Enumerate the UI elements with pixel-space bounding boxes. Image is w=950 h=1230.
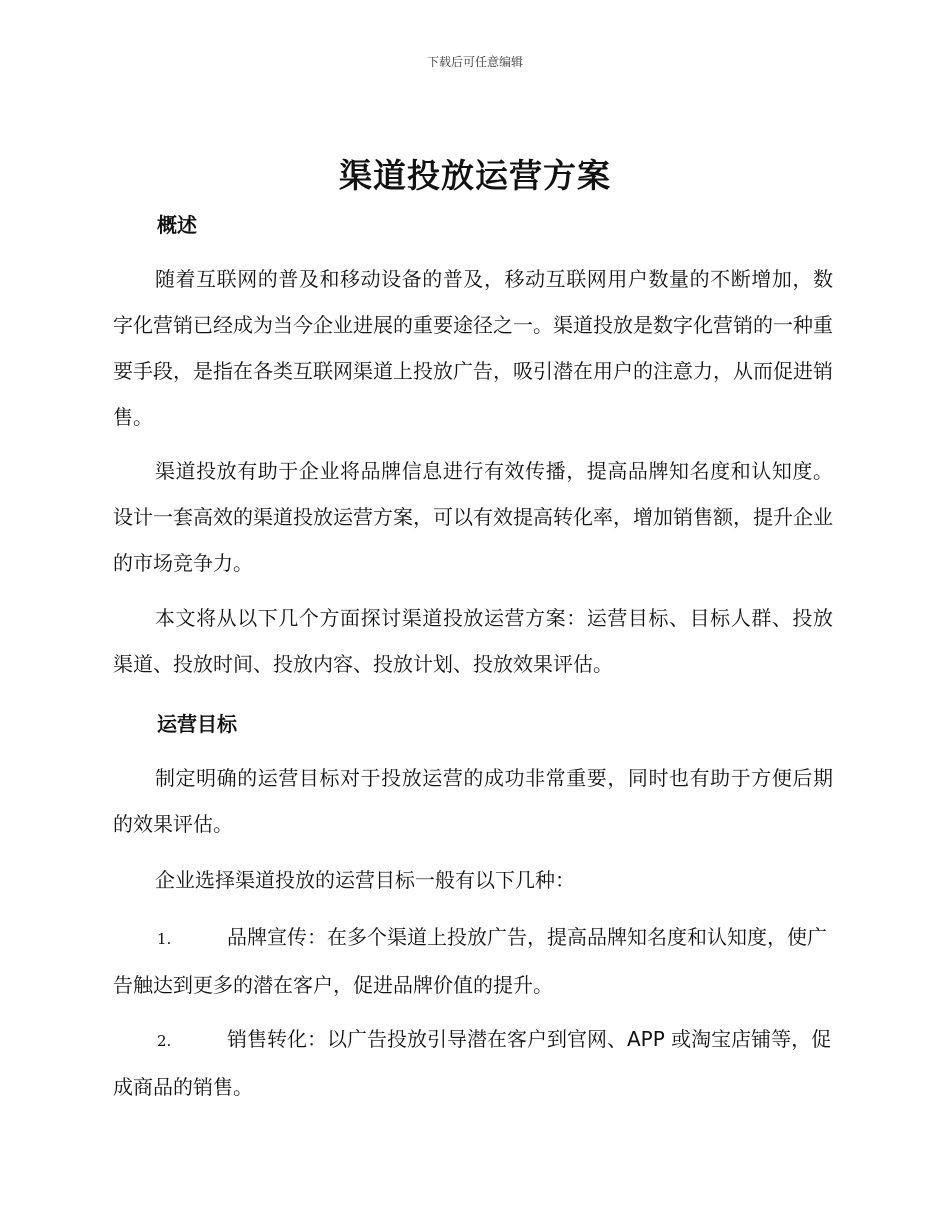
paragraph: 随着互联网的普及和移动设备的普及，移动互联网用户数量的不断增加，数字化营销已经成为当今企业进展的重要途径之一。渠道投放是数字化营销的一种重要手段，是指在各类互联网渠道上投放广告，吸引潜在用户的注意力，从而促进销售。 — [113, 267, 833, 429]
paragraph: 本文将从以下几个方面探讨渠道投放运营方案：运营目标、目标人群、投放渠道、投放时间、投放内容、投放计划、投放效果评估。 — [113, 606, 833, 676]
list-item — [113, 914, 833, 1008]
document-title: 渠道投放运营方案 — [339, 156, 611, 195]
header-note: 下载后可任意编辑 — [426, 55, 523, 69]
list-item — [113, 1016, 833, 1110]
list-number: 2. — [157, 1032, 172, 1050]
paragraph: 制定明确的运营目标对于投放运营的成功非常重要，同时也有助于方便后期的效果评估。 — [113, 766, 833, 836]
section-heading-goals: 运营目标 — [157, 712, 237, 736]
paragraph: 渠道投放有助于企业将品牌信息进行有效传播，提高品牌知名度和认知度。设计一套高效的渠道投放运营方案，可以有效提高转化率，增加销售额，提升企业的市场竞争力。 — [113, 459, 833, 575]
section-heading-overview: 概述 — [157, 213, 197, 237]
list-text: 品牌宣传：在多个渠道上投放广告，提高品牌知名度和认知度，使广告触达到更多的潜在客户，促进品牌价值的提升。 — [113, 925, 827, 997]
list-text: 销售转化：以广告投放引导潜在客户到官网、APP 或淘宝店铺等，促成商品的销售。 — [113, 1027, 832, 1099]
list-number: 1. — [157, 930, 172, 948]
paragraph: 企业选择渠道投放的运营目标一般有以下几种： — [155, 868, 575, 892]
